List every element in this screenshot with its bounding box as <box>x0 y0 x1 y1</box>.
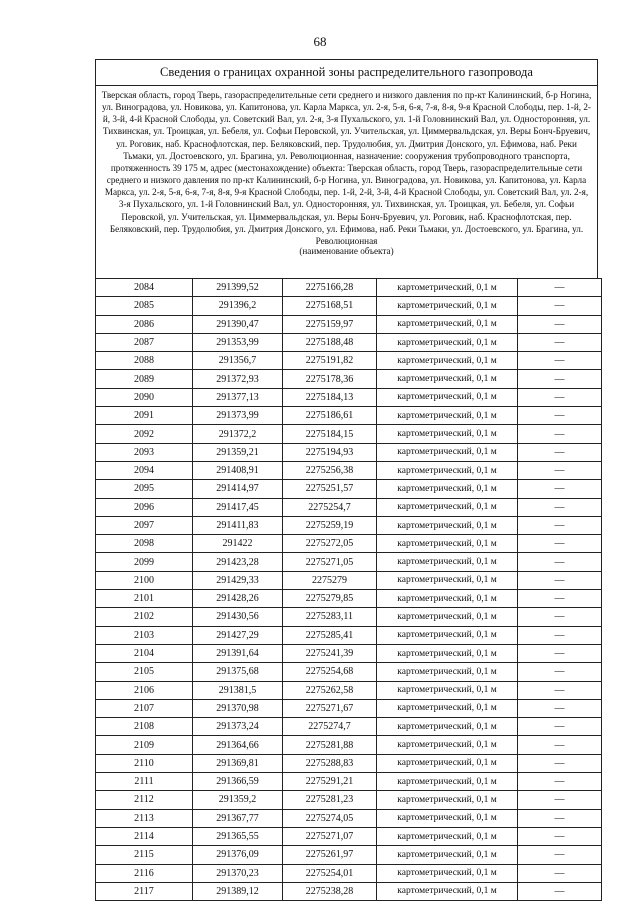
method-accuracy-cell: картометрический, 0,1 м <box>377 333 518 351</box>
table-row <box>96 590 602 608</box>
description-cell: — <box>518 809 602 827</box>
description-cell: — <box>518 590 602 608</box>
x-coordinate-cell: 291359,2 <box>193 791 283 809</box>
x-coordinate-cell: 291408,91 <box>193 461 283 479</box>
x-coordinate-cell: 291390,47 <box>193 315 283 333</box>
y-coordinate-cell: 2275254,01 <box>283 864 377 882</box>
y-coordinate-cell: 2275186,61 <box>283 407 377 425</box>
description-cell: — <box>518 352 602 370</box>
method-accuracy-cell: картометрический, 0,1 м <box>377 754 518 772</box>
y-coordinate-cell: 2275159,97 <box>283 315 377 333</box>
table-row <box>96 333 602 351</box>
point-number-cell: 2086 <box>96 315 193 333</box>
method-accuracy-cell: картометрический, 0,1 м <box>377 882 518 900</box>
x-coordinate-cell: 291359,21 <box>193 443 283 461</box>
table-title: Сведения о границах охранной зоны распределительного газопровода <box>95 59 598 85</box>
description-cell: — <box>518 388 602 406</box>
y-coordinate-cell: 2275256,38 <box>283 461 377 479</box>
x-coordinate-cell: 291364,66 <box>193 736 283 754</box>
method-accuracy-cell: картометрический, 0,1 м <box>377 864 518 882</box>
x-coordinate-cell: 291356,7 <box>193 352 283 370</box>
x-coordinate-cell: 291396,2 <box>193 297 283 315</box>
description-cell: — <box>518 279 602 297</box>
point-number-cell: 2108 <box>96 718 193 736</box>
table-row <box>96 864 602 882</box>
table-row <box>96 681 602 699</box>
point-number-cell: 2100 <box>96 571 193 589</box>
x-coordinate-cell: 291399,52 <box>193 279 283 297</box>
method-accuracy-cell: картометрический, 0,1 м <box>377 626 518 644</box>
method-accuracy-cell: картометрический, 0,1 м <box>377 388 518 406</box>
point-number-cell: 2084 <box>96 279 193 297</box>
method-accuracy-cell: картометрический, 0,1 м <box>377 718 518 736</box>
table-row <box>96 699 602 717</box>
description-cell: — <box>518 718 602 736</box>
method-accuracy-cell: картометрический, 0,1 м <box>377 608 518 626</box>
x-coordinate-cell: 291370,98 <box>193 699 283 717</box>
y-coordinate-cell: 2275279 <box>283 571 377 589</box>
method-accuracy-cell: картометрический, 0,1 м <box>377 498 518 516</box>
point-number-cell: 2114 <box>96 827 193 845</box>
x-coordinate-cell: 291414,97 <box>193 480 283 498</box>
x-coordinate-cell: 291377,13 <box>193 388 283 406</box>
method-accuracy-cell: картометрический, 0,1 м <box>377 590 518 608</box>
page-number: 68 <box>313 34 327 49</box>
point-number-cell: 2112 <box>96 791 193 809</box>
description-cell: — <box>518 644 602 662</box>
y-coordinate-cell: 2275285,41 <box>283 626 377 644</box>
method-accuracy-cell: картометрический, 0,1 м <box>377 681 518 699</box>
point-number-cell: 2113 <box>96 809 193 827</box>
table-row <box>96 882 602 900</box>
description-cell: — <box>518 882 602 900</box>
table-row <box>96 736 602 754</box>
x-coordinate-cell: 291430,56 <box>193 608 283 626</box>
y-coordinate-cell: 2275271,67 <box>283 699 377 717</box>
y-coordinate-cell: 2275271,05 <box>283 553 377 571</box>
y-coordinate-cell: 2275191,82 <box>283 352 377 370</box>
document-table-frame <box>95 59 598 901</box>
description-cell: — <box>518 663 602 681</box>
description-cell: — <box>518 297 602 315</box>
table-row <box>96 846 602 864</box>
y-coordinate-cell: 2275272,05 <box>283 535 377 553</box>
point-number-cell: 2104 <box>96 644 193 662</box>
point-number-cell: 2091 <box>96 407 193 425</box>
y-coordinate-cell: 2275288,83 <box>283 754 377 772</box>
point-number-cell: 2090 <box>96 388 193 406</box>
description-cell: — <box>518 754 602 772</box>
x-coordinate-cell: 291372,2 <box>193 425 283 443</box>
table-row <box>96 370 602 388</box>
y-coordinate-cell: 2275274,05 <box>283 809 377 827</box>
point-number-cell: 2101 <box>96 590 193 608</box>
point-number-cell: 2095 <box>96 480 193 498</box>
table-row <box>96 608 602 626</box>
y-coordinate-cell: 2275168,51 <box>283 297 377 315</box>
description-cell: — <box>518 461 602 479</box>
y-coordinate-cell: 2275271,07 <box>283 827 377 845</box>
table-row <box>96 425 602 443</box>
x-coordinate-cell: 291367,77 <box>193 809 283 827</box>
table-row <box>96 571 602 589</box>
point-number-cell: 2116 <box>96 864 193 882</box>
description-cell: — <box>518 315 602 333</box>
y-coordinate-cell: 2275281,23 <box>283 791 377 809</box>
description-cell: — <box>518 480 602 498</box>
description-cell: — <box>518 626 602 644</box>
y-coordinate-cell: 2275261,97 <box>283 846 377 864</box>
point-number-cell: 2089 <box>96 370 193 388</box>
table-row <box>96 407 602 425</box>
description-cell: — <box>518 498 602 516</box>
method-accuracy-cell: картометрический, 0,1 м <box>377 443 518 461</box>
table-row <box>96 535 602 553</box>
table-row <box>96 297 602 315</box>
y-coordinate-cell: 2275241,39 <box>283 644 377 662</box>
point-number-cell: 2117 <box>96 882 193 900</box>
y-coordinate-cell: 2275279,85 <box>283 590 377 608</box>
method-accuracy-cell: картометрический, 0,1 м <box>377 736 518 754</box>
y-coordinate-cell: 2275254,68 <box>283 663 377 681</box>
method-accuracy-cell: картометрический, 0,1 м <box>377 315 518 333</box>
method-accuracy-cell: картометрический, 0,1 м <box>377 846 518 864</box>
point-number-cell: 2103 <box>96 626 193 644</box>
y-coordinate-cell: 2275184,15 <box>283 425 377 443</box>
description-cell: — <box>518 425 602 443</box>
coordinates-table <box>95 278 602 901</box>
y-coordinate-cell: 2275251,57 <box>283 480 377 498</box>
y-coordinate-cell: 2275259,19 <box>283 516 377 534</box>
point-number-cell: 2099 <box>96 553 193 571</box>
table-row <box>96 352 602 370</box>
y-coordinate-cell: 2275281,88 <box>283 736 377 754</box>
table-row <box>96 754 602 772</box>
description-cell: — <box>518 736 602 754</box>
table-row <box>96 773 602 791</box>
y-coordinate-cell: 2275291,21 <box>283 773 377 791</box>
description-cell: — <box>518 333 602 351</box>
method-accuracy-cell: картометрический, 0,1 м <box>377 535 518 553</box>
point-number-cell: 2107 <box>96 699 193 717</box>
point-number-cell: 2097 <box>96 516 193 534</box>
x-coordinate-cell: 291372,93 <box>193 370 283 388</box>
y-coordinate-cell: 2275262,58 <box>283 681 377 699</box>
point-number-cell: 2092 <box>96 425 193 443</box>
table-row <box>96 626 602 644</box>
table-row <box>96 827 602 845</box>
description-cell: — <box>518 699 602 717</box>
description-cell: — <box>518 827 602 845</box>
point-number-cell: 2110 <box>96 754 193 772</box>
method-accuracy-cell: картометрический, 0,1 м <box>377 644 518 662</box>
table-row <box>96 388 602 406</box>
table-row <box>96 809 602 827</box>
description-cell: — <box>518 773 602 791</box>
point-number-cell: 2111 <box>96 773 193 791</box>
x-coordinate-cell: 291373,24 <box>193 718 283 736</box>
x-coordinate-cell: 291423,28 <box>193 553 283 571</box>
method-accuracy-cell: картометрический, 0,1 м <box>377 461 518 479</box>
object-description-caption: (наименование объекта) <box>299 246 394 257</box>
x-coordinate-cell: 291389,12 <box>193 882 283 900</box>
method-accuracy-cell: картометрический, 0,1 м <box>377 663 518 681</box>
y-coordinate-cell: 2275254,7 <box>283 498 377 516</box>
table-row <box>96 498 602 516</box>
y-coordinate-cell: 2275194,93 <box>283 443 377 461</box>
table-row <box>96 718 602 736</box>
method-accuracy-cell: картометрический, 0,1 м <box>377 773 518 791</box>
table-row <box>96 644 602 662</box>
y-coordinate-cell: 2275238,28 <box>283 882 377 900</box>
point-number-cell: 2109 <box>96 736 193 754</box>
description-cell: — <box>518 553 602 571</box>
table-row <box>96 663 602 681</box>
point-number-cell: 2106 <box>96 681 193 699</box>
table-row <box>96 480 602 498</box>
description-cell: — <box>518 791 602 809</box>
description-cell: — <box>518 864 602 882</box>
method-accuracy-cell: картометрический, 0,1 м <box>377 370 518 388</box>
point-number-cell: 2096 <box>96 498 193 516</box>
method-accuracy-cell: картометрический, 0,1 м <box>377 516 518 534</box>
description-cell: — <box>518 535 602 553</box>
point-number-cell: 2087 <box>96 333 193 351</box>
description-cell: — <box>518 571 602 589</box>
point-number-cell: 2115 <box>96 846 193 864</box>
x-coordinate-cell: 291370,23 <box>193 864 283 882</box>
method-accuracy-cell: картометрический, 0,1 м <box>377 279 518 297</box>
point-number-cell: 2085 <box>96 297 193 315</box>
table-row <box>96 791 602 809</box>
table-row <box>96 553 602 571</box>
x-coordinate-cell: 291381,5 <box>193 681 283 699</box>
x-coordinate-cell: 291411,83 <box>193 516 283 534</box>
x-coordinate-cell: 291427,29 <box>193 626 283 644</box>
y-coordinate-cell: 2275283,11 <box>283 608 377 626</box>
method-accuracy-cell: картометрический, 0,1 м <box>377 571 518 589</box>
x-coordinate-cell: 291422 <box>193 535 283 553</box>
x-coordinate-cell: 291373,99 <box>193 407 283 425</box>
x-coordinate-cell: 291369,81 <box>193 754 283 772</box>
description-cell: — <box>518 443 602 461</box>
description-cell: — <box>518 370 602 388</box>
y-coordinate-cell: 2275188,48 <box>283 333 377 351</box>
x-coordinate-cell: 291429,33 <box>193 571 283 589</box>
table-row <box>96 516 602 534</box>
x-coordinate-cell: 291417,45 <box>193 498 283 516</box>
table-row <box>96 315 602 333</box>
description-cell: — <box>518 846 602 864</box>
method-accuracy-cell: картометрический, 0,1 м <box>377 480 518 498</box>
point-number-cell: 2094 <box>96 461 193 479</box>
x-coordinate-cell: 291376,09 <box>193 846 283 864</box>
point-number-cell: 2102 <box>96 608 193 626</box>
y-coordinate-cell: 2275274,7 <box>283 718 377 736</box>
method-accuracy-cell: картометрический, 0,1 м <box>377 407 518 425</box>
method-accuracy-cell: картометрический, 0,1 м <box>377 827 518 845</box>
description-cell: — <box>518 681 602 699</box>
y-coordinate-cell: 2275178,36 <box>283 370 377 388</box>
x-coordinate-cell: 291365,55 <box>193 827 283 845</box>
x-coordinate-cell: 291375,68 <box>193 663 283 681</box>
method-accuracy-cell: картометрический, 0,1 м <box>377 297 518 315</box>
object-description <box>95 85 598 278</box>
method-accuracy-cell: картометрический, 0,1 м <box>377 809 518 827</box>
x-coordinate-cell: 291353,99 <box>193 333 283 351</box>
point-number-cell: 2105 <box>96 663 193 681</box>
x-coordinate-cell: 291391,64 <box>193 644 283 662</box>
method-accuracy-cell: картометрический, 0,1 м <box>377 699 518 717</box>
method-accuracy-cell: картометрический, 0,1 м <box>377 425 518 443</box>
table-row <box>96 279 602 297</box>
point-number-cell: 2093 <box>96 443 193 461</box>
y-coordinate-cell: 2275166,28 <box>283 279 377 297</box>
object-description-text: Тверская область, город Тверь, газораспределительные сети среднего и низкого давления по пр-кт Калининский, б-р Ногина, ул. Виноградова, ул. Новикова, ул. Капитонова, ул. Карла Маркса, ул. 2-я, 5-я, 6-я, 7-я, 8-я, 9-я Красной Слободы, пер. 1-й, 2-й, 3-й, 4-й Красной Слободы, ул. Советский Вал, ул. 2-я, 3-я Пухальского, ул. 1-й Головнинский Вал, ул. Односторонняя, ул. Тихвинская, ул. Троицкая, ул. Бебеля, ул. Софьи Перовской, ул. Учительская, ул. Циммервальдская, ул. Веры Бонч-Бруевич, ул. Роговик, наб. Краснофлотская, пер. Беляковский, пер. Трудолюбия, ул. Дмитрия Донского, ул. Ефимова, наб. Реки Тьмаки, ул. Достоевского, ул. Брагина, ул. Революционная, назначение: сооружения трубопроводного транспорта, протяженность 39 175 м, адрес (местонахождение) объекта: Тверская область, город Тверь, газораспределительные сети среднего и низкого давления по пр-кт Калининский, б-р Ногина, ул. Виноградова, ул. Новикова, ул. Капитонова, ул. Карла Маркса, ул. 2-я, 5-я, 6-я, 7-я, 8-я, 9-я Красной Слободы, пер. 1-й, 2-й, 3-й, 4-й Красной Слободы, ул. Советский Вал, ул. 2-я, 3-я Пухальского, ул. 1-й Головнинский Вал, ул. Односторонняя, ул. Тихвинская, ул. Троицкая, ул. Бебеля, ул. Софьи Перовской, ул. Учительская, ул. Циммервальдская, ул. Веры Бонч-Бруевич, ул. Роговик, наб. Краснофлотская, пер. Беляковский, пер. Трудолюбия, ул. Дмитрия Донского, ул. Ефимова, наб. Реки Тьмаки, ул. Достоевского, ул. Брагина, ул. Революционная <box>101 90 592 246</box>
point-number-cell: 2088 <box>96 352 193 370</box>
description-cell: — <box>518 516 602 534</box>
x-coordinate-cell: 291428,26 <box>193 590 283 608</box>
description-cell: — <box>518 608 602 626</box>
description-cell: — <box>518 407 602 425</box>
method-accuracy-cell: картометрический, 0,1 м <box>377 352 518 370</box>
method-accuracy-cell: картометрический, 0,1 м <box>377 791 518 809</box>
table-row <box>96 461 602 479</box>
point-number-cell: 2098 <box>96 535 193 553</box>
y-coordinate-cell: 2275184,13 <box>283 388 377 406</box>
table-row <box>96 443 602 461</box>
method-accuracy-cell: картометрический, 0,1 м <box>377 553 518 571</box>
x-coordinate-cell: 291366,59 <box>193 773 283 791</box>
